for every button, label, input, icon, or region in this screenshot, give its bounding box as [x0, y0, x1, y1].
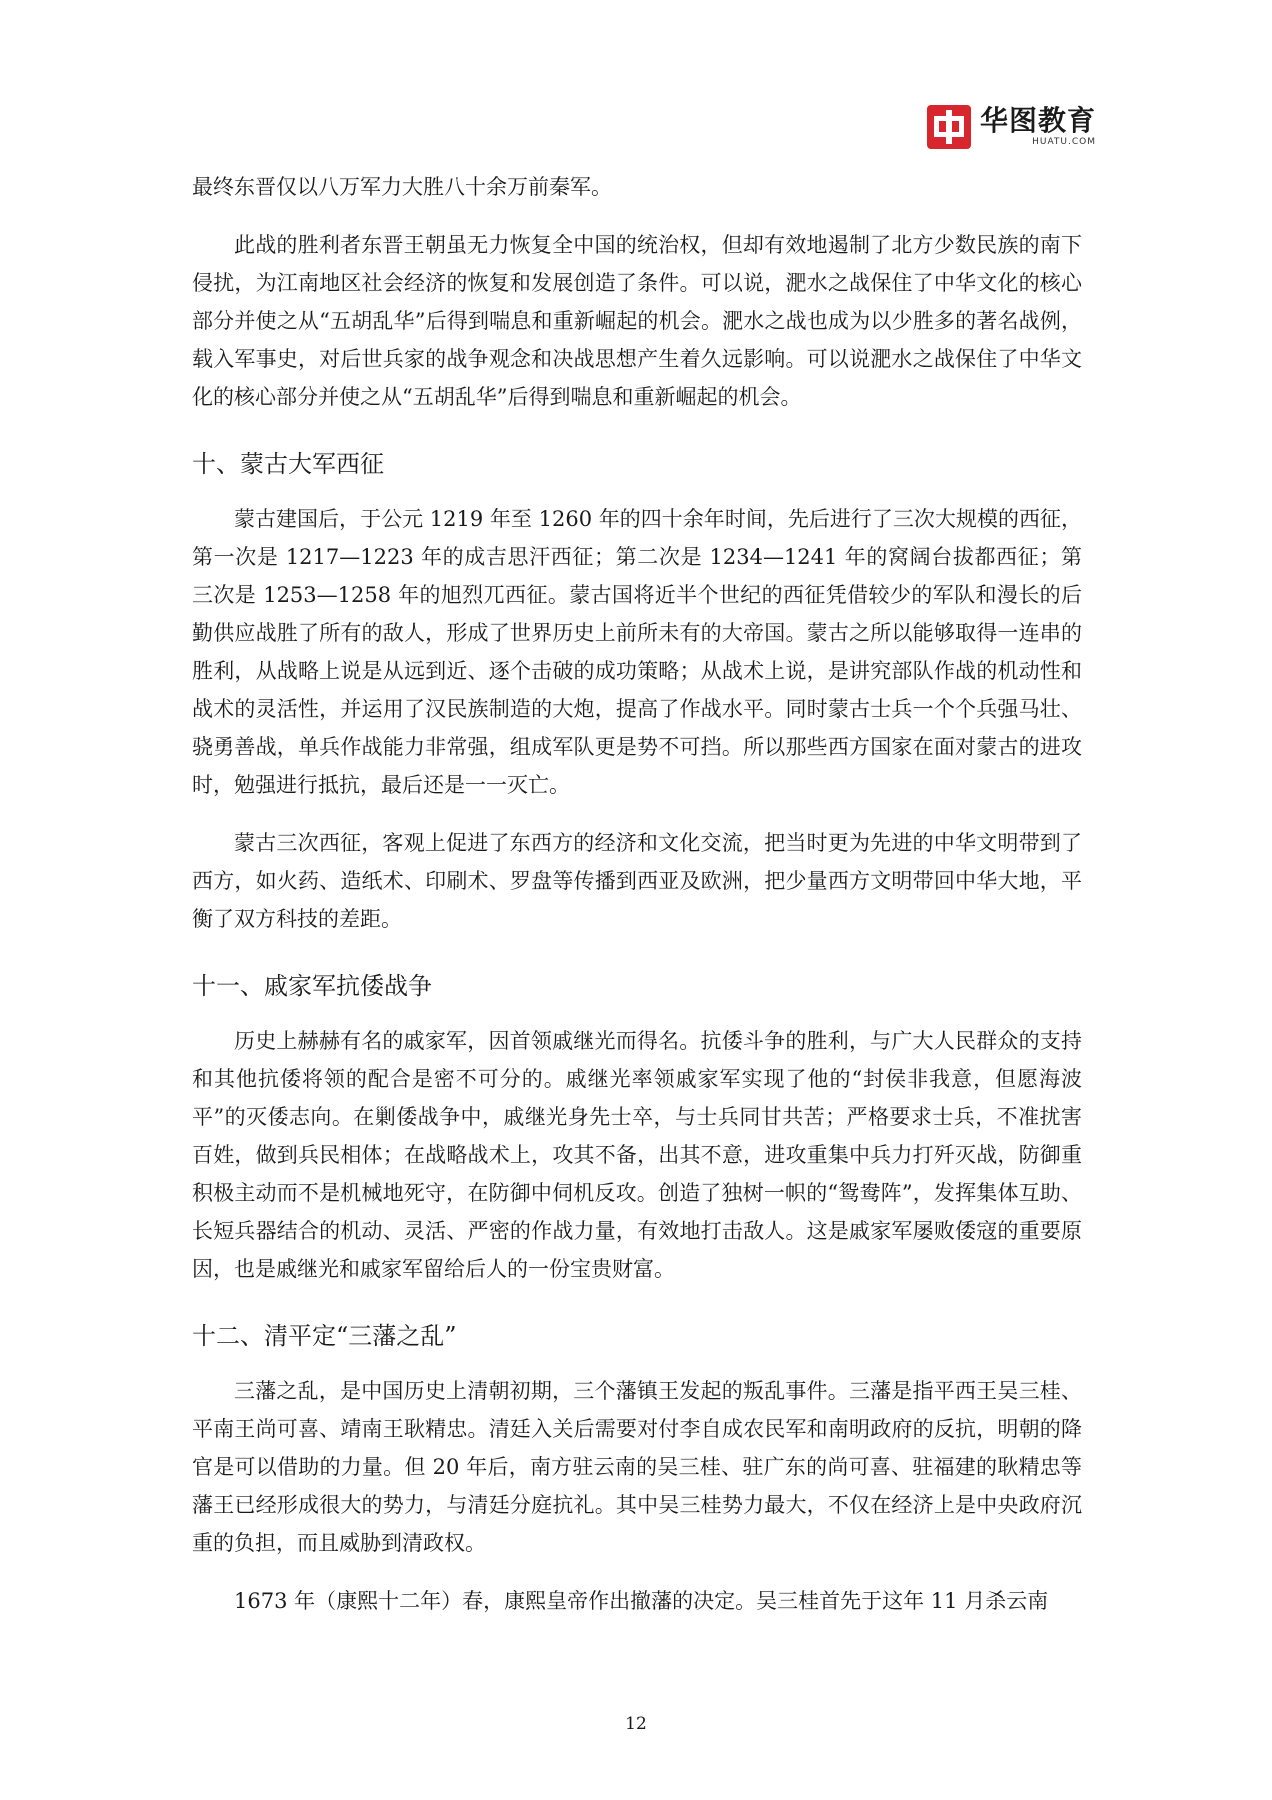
logo-domain: HUATU.COM — [1032, 137, 1096, 147]
body-paragraph: 此战的胜利者东晋王朝虽无力恢复全中国的统治权，但却有效地遏制了北方少数民族的南下侵扰，为江南地区社会经济的恢复和发展创造了条件。可以说，淝水之战保住了中华文化的核心部分并使之从“五胡乱华”后得到喘息和重新崛起的机会。淝水之战也成为以少胜多的著名战例，载入军事史，对后世兵家的战争观念和决战思想产生着久远影响。可以说淝水之战保住了中华文化的核心部分并使之从“五胡乱华”后得到喘息和重新崛起的机会。 — [192, 233, 1082, 409]
body-paragraph: 1673 年（康熙十二年）春，康熙皇帝作出撤藩的决定。吴三桂首先于这年 11 月杀云南 — [234, 1589, 1049, 1613]
page-number: 12 — [625, 1714, 647, 1734]
logo-name: 华图教育 — [979, 104, 1096, 137]
section-heading: 十二、清平定“三藩之乱” — [192, 1322, 457, 1350]
section-heading: 十、蒙古大军西征 — [192, 450, 384, 478]
body-paragraph: 历史上赫赫有名的戚家军，因首领戚继光而得名。抗倭斗争的胜利，与广大人民群众的支持和其他抗倭将领的配合是密不可分的。戚继光率领戚家军实现了他的“封侯非我意，但愿海波平”的灭倭志向。在剿倭战争中，戚继光身先士卒，与士兵同甘共苦；严格要求士兵，不准扰害百姓，做到兵民相体；在战略战术上，攻其不备，出其不意，进攻重集中兵力打歼灭战，防御重积极主动而不是机械地死守，在防御中伺机反攻。创造了独树一帜的“鸳鸯阵”，发挥集体互助、长短兵器结合的机动、灵活、严密的作战力量，有效地打击敌人。这是戚家军屡败倭寇的重要原因，也是戚继光和戚家军留给后人的一份宝贵财富。 — [192, 1029, 1082, 1281]
body-paragraph: 蒙古建国后，于公元 1219 年至 1260 年的四十余年时间，先后进行了三次大规模的西征，第一次是 1217—1223 年的成吉思汗西征；第二次是 1234—1241 年的窝阔台拔都西征；第三次是 1253—1258 年的旭烈兀西征。蒙古国将近半个世纪的西征凭借较少的军队和漫长的后勤供应战胜了所有的敌人，形成了世界历史上前所未有的大帝国。蒙古之所以能够取得一连串的胜利，从战略上说是从远到近、逐个击破的成功策略；从战术上说，是讲究部队作战的机动性和战术的灵活性，并运用了汉民族制造的大炮，提高了作战水平。同时蒙古士兵一个个兵强马壮、骁勇善战，单兵作战能力非常强，组成军队更是势不可挡。所以那些西方国家在面对蒙古的进攻时，勉强进行抵抗，最后还是一一灭亡。 — [192, 507, 1082, 797]
document-body — [192, 168, 1082, 1640]
huatu-logo — [926, 104, 1096, 150]
body-paragraph: 蒙古三次西征，客观上促进了东西方的经济和文化交流，把当时更为先进的中华文明带到了西方，如火药、造纸术、印刷术、罗盘等传播到西亚及欧洲，把少量西方文明带回中华大地，平衡了双方科技的差距。 — [192, 831, 1082, 931]
huatu-logo-icon — [926, 104, 972, 150]
section-heading: 十一、戚家军抗倭战争 — [192, 972, 432, 1000]
body-paragraph: 最终东晋仅以八万军力大胜八十余万前秦军。 — [192, 175, 612, 199]
body-paragraph: 三藩之乱，是中国历史上清朝初期，三个藩镇王发起的叛乱事件。三藩是指平西王吴三桂、平南王尚可喜、靖南王耿精忠。清廷入关后需要对付李自成农民军和南明政府的反抗，明朝的降官是可以借助的力量。但 20 年后，南方驻云南的吴三桂、驻广东的尚可喜、驻福建的耿精忠等藩王已经形成很大的势力，与清廷分庭抗礼。其中吴三桂势力最大，不仅在经济上是中央政府沉重的负担，而且威胁到清政权。 — [192, 1379, 1082, 1555]
